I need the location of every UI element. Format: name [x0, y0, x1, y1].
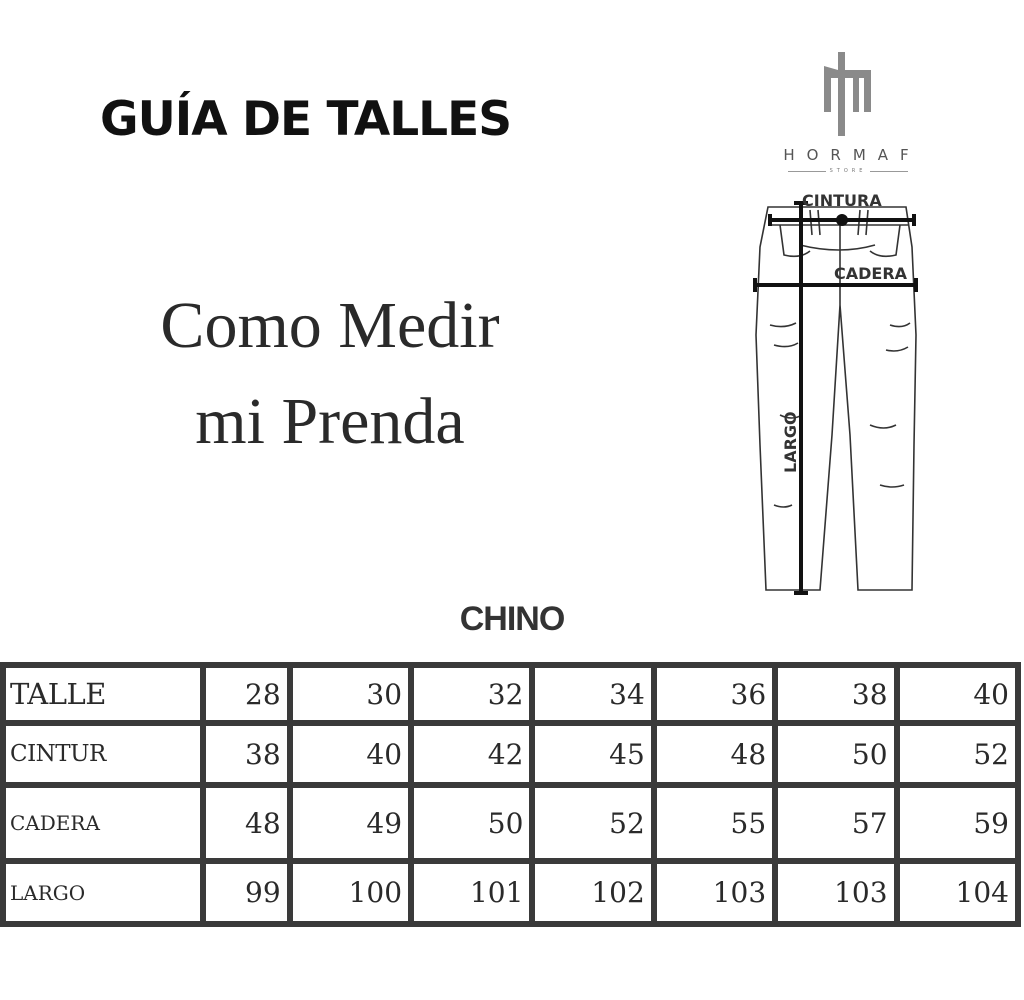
- pants-measurement-diagram: [740, 185, 940, 605]
- table-cell: 40: [900, 668, 1015, 720]
- row-header: TALLE: [6, 668, 200, 720]
- table-cell: 40: [293, 726, 408, 782]
- table-cell: 99: [206, 864, 287, 921]
- table-cell: 57: [778, 788, 893, 858]
- table-cell: 36: [657, 668, 772, 720]
- table-cell: 28: [206, 668, 287, 720]
- table-cell: 52: [900, 726, 1015, 782]
- table-cell: 52: [535, 788, 650, 858]
- table-cell: 30: [293, 668, 408, 720]
- table-cell: 38: [206, 726, 287, 782]
- how-to-measure-heading: [0, 278, 660, 470]
- table-cell: 104: [900, 864, 1015, 921]
- brand-logo: [758, 48, 938, 180]
- row-header: LARGO: [6, 864, 200, 921]
- table-cell: 34: [535, 668, 650, 720]
- table-cell: 50: [778, 726, 893, 782]
- table-row-size: [6, 668, 1015, 720]
- table-cell: 38: [778, 668, 893, 720]
- length-label: LARGO: [781, 411, 800, 473]
- table-cell: 101: [414, 864, 529, 921]
- table-cell: 49: [293, 788, 408, 858]
- table-cell: 42: [414, 726, 529, 782]
- table-cell: 100: [293, 864, 408, 921]
- table-cell: 59: [900, 788, 1015, 858]
- table-cell: 103: [657, 864, 772, 921]
- hip-label: CADERA: [834, 264, 908, 283]
- table-cell: 103: [778, 864, 893, 921]
- page-title: GUÍA DE TALLES: [100, 92, 512, 147]
- table-cell: 48: [657, 726, 772, 782]
- logo-mark-icon: [820, 48, 876, 138]
- size-table: [0, 662, 1021, 927]
- row-header: CADERA: [6, 788, 200, 858]
- table-row-length: [6, 864, 1015, 921]
- table-cell: 50: [414, 788, 529, 858]
- brand-subtitle: STORE: [778, 168, 918, 174]
- table-cell: 102: [535, 864, 650, 921]
- table-cell: 48: [206, 788, 287, 858]
- waist-label: CINTURA: [802, 191, 882, 210]
- brand-name: HORMAF: [783, 146, 921, 164]
- heading-line-2: mi Prenda: [195, 385, 465, 458]
- row-header: CINTUR: [6, 726, 200, 782]
- table-cell: 55: [657, 788, 772, 858]
- table-cell: 32: [414, 668, 529, 720]
- heading-line-1: Como Medir: [160, 289, 500, 362]
- product-name: CHINO: [459, 600, 565, 638]
- table-row-waist: [6, 726, 1015, 782]
- table-cell: 45: [535, 726, 650, 782]
- table-row-hip: [6, 788, 1015, 858]
